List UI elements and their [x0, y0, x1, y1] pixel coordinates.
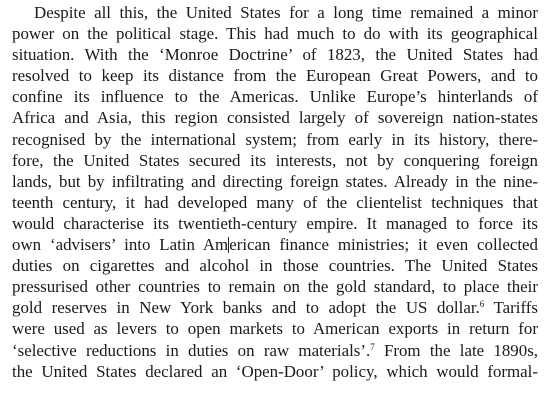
- text-line: resolved to keep its distance from the European Great Powers, and to: [12, 66, 538, 86]
- text-line: duties on cigarettes and alcohol in those countries. The United States: [12, 256, 538, 276]
- text-line: lands, but by infiltrating and directing foreign states. Already in the nine-: [12, 171, 538, 191]
- text-segment: own ‘advisers’ into Latin Am: [12, 235, 229, 255]
- footnote-marker: 7: [370, 341, 375, 352]
- text-line: confine its influence to the Americas. Unlike Europe’s hinterlands of: [12, 87, 538, 107]
- text-line: Despite all this, the United States for a long time remained a minor: [34, 3, 538, 22]
- text-line: situation. With the ‘Monroe Doctrine’ of 1823, the United States had: [12, 45, 538, 65]
- text-segment: From the late 1890s,: [374, 340, 538, 360]
- text-line: [12, 234, 538, 255]
- text-line: the United States declared an ‘Open-Door’ policy, which would formal-: [12, 361, 538, 381]
- text-line: fore, the United States secured its interests, not by conquering foreign: [12, 150, 538, 170]
- text-line: Africa and Asia, this region consisted largely of sovereign nation-states: [12, 108, 538, 128]
- text-segment: Tariffs: [484, 298, 538, 318]
- text-segment: erican finance ministries; it even collected: [229, 235, 538, 255]
- text-line: would characterise its twentieth-century empire. It managed to force its: [12, 213, 538, 233]
- text-line: teenth century, it had developed many of the clientelist techniques that: [12, 192, 538, 212]
- footnote-marker: 6: [479, 299, 485, 310]
- text-line: recognised by the international system; from early in its history, there-: [12, 129, 538, 149]
- text-segment: ‘selective reductions in duties on raw materials’.: [12, 340, 371, 360]
- body-paragraph: [12, 2, 538, 382]
- text-line: [12, 297, 538, 318]
- text-segment: gold reserves in New York banks and to adopt the US dollar.: [12, 298, 480, 318]
- text-line: [12, 340, 538, 361]
- text-line: pressurised other countries to remain on the gold standard, to place their: [12, 277, 538, 297]
- text-line: were used as levers to open markets to American exports in return for: [12, 319, 538, 339]
- text-line: power on the political stage. This had much to do with its geographical: [12, 24, 538, 44]
